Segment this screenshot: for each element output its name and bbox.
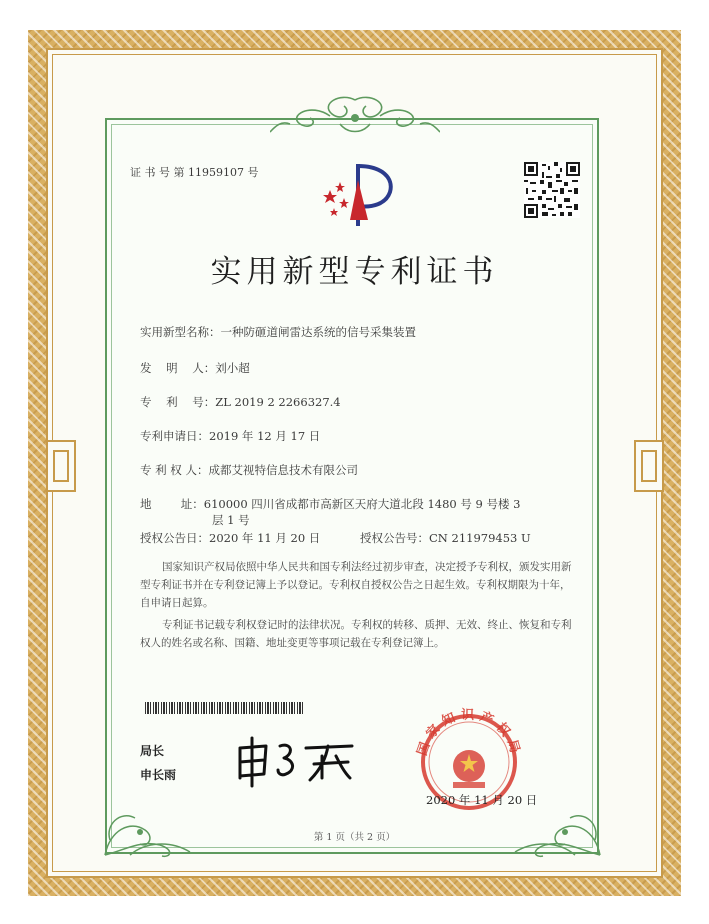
barcode [145, 702, 305, 714]
field-value: 成都艾视特信息技术有限公司 [208, 463, 358, 477]
field-value: 刘小超 [215, 361, 250, 375]
director-title: 局长 [140, 744, 165, 758]
field-row-patentee [140, 462, 358, 478]
field-value: 一种防砸道闸雷达系统的信号采集装置 [220, 325, 416, 339]
field-row-name [140, 324, 416, 340]
top-flourish-ornament [270, 94, 440, 136]
seal-date: 2020 年 11 月 20 日 [426, 793, 538, 807]
certificate-title: 实用新型专利证书 [210, 254, 499, 290]
field-row-inventor [140, 360, 250, 376]
field-value: 2019 年 12 月 17 日 [209, 429, 321, 443]
field-row-address [140, 496, 520, 512]
field-label: 实用新型名称： [140, 325, 221, 339]
left-border-knot-ornament [46, 440, 76, 492]
field-row-patent-number [140, 394, 341, 410]
qr-code [524, 162, 580, 218]
field-value: ZL 2019 2 2266327.4 [215, 395, 341, 409]
field-label: 专利申请日： [140, 429, 209, 443]
legal-paragraph-2: 专利证书记载专利权登记时的法律状况。专利权的转移、质押、无效、终止、恢复和专利权人的姓名或名称、国籍、地址变更等事项记载在专利登记簿上。 [140, 619, 572, 649]
page-number: 第 1 页（共 2 页） [313, 832, 396, 843]
field-value: CN 211979453 U [429, 531, 531, 545]
field-label: 发 明 人： [140, 361, 216, 375]
certificate-number: 证 书 号 第 11959107 号 [130, 166, 259, 179]
field-row-announcement-number [360, 530, 531, 546]
field-label: 授权公告日： [140, 531, 209, 545]
field-label: 授权公告号： [360, 531, 429, 545]
field-label: 地 址： [140, 497, 204, 511]
cnipa-logo [312, 160, 402, 230]
right-border-knot-ornament [634, 440, 664, 492]
field-label: 专 利 号： [140, 395, 216, 409]
director-name: 申长雨 [140, 768, 177, 782]
handwritten-signature [232, 734, 362, 788]
field-value: 2020 年 11 月 20 日 [209, 531, 321, 545]
address-line-1: 610000 四川省成都市高新区天府大道北段 1480 号 9 号楼 3 [203, 497, 521, 511]
bottom-left-corner-ornament [100, 770, 195, 860]
field-label: 专 利 权 人： [140, 463, 209, 477]
field-row-application-date [140, 428, 320, 444]
svg-text:国家知识产权局: 国家知识产权局 [415, 707, 524, 760]
field-row-announcement-date [140, 530, 320, 546]
address-line-2: 层 1 号 [212, 513, 250, 527]
legal-paragraph-1: 国家知识产权局依照中华人民共和国专利法经过初步审查，决定授予专利权，颁发实用新型专利证书并在专利登记簿上予以登记。专利权自授权公告之日起生效。专利权期限为十年，自申请日起算。 [140, 561, 572, 609]
